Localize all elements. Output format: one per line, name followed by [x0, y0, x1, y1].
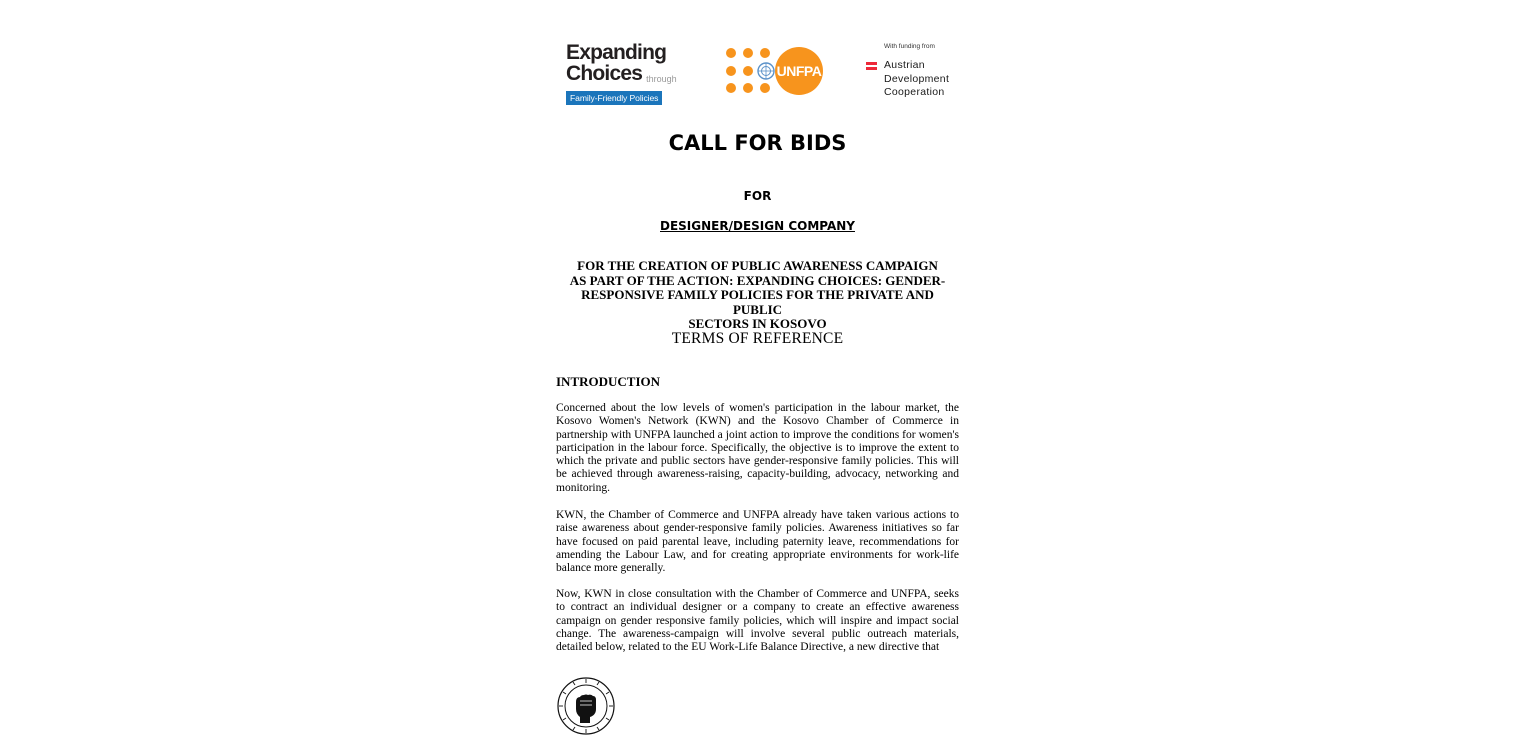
unfpa-logo [724, 45, 824, 97]
expanding-choices-logo-band: Family-Friendly Policies [566, 91, 662, 105]
document-page [556, 0, 959, 750]
heading-creation-line: FOR THE CREATION OF PUBLIC AWARENESS CAMPAIGN [577, 258, 938, 273]
document-title: CALL FOR BIDS [668, 131, 847, 155]
expanding-choices-logo-line2: Choices [566, 62, 643, 85]
terms-of-reference-heading: TERMS OF REFERENCE [671, 330, 844, 347]
unfpa-logo-graphic [724, 45, 824, 97]
heading-creation-line: AS PART OF THE ACTION: EXPANDING CHOICES: GENDER- [569, 272, 946, 288]
body-paragraph: Concerned about the low levels of women's participation in the labour market, the Kosovo Women's Network (KWN) and the Kosovo Chamber of Commerce in partnership with UNFPA launched a joint action to improve the conditions for women's participation in the labour force. Specifically, the objective is to improve the extent to which the private and public sectors have gender-responsive family policies. This will be achieved through awareness-raising, capacity-building, advocacy, networking and monitoring. [556, 402, 959, 494]
kwn-fist-seal-icon [556, 676, 616, 736]
ada-line3: Cooperation [884, 86, 945, 98]
ada-line2: Development [884, 72, 950, 85]
logo-strip [556, 40, 959, 102]
austrian-development-cooperation-logo [866, 43, 961, 101]
expanding-choices-logo-through: through [646, 74, 677, 84]
body-paragraph: Now, KWN in close consultation with the Chamber of Commerce and UNFPA, seeks to contract an individual designer or a company to create an effective awareness campaign on gender responsive family policies, which will inspire and impact social change. The awareness-campaign will involve several public outreach materials, detailed below, related to the EU Work-Life Balance Directive, a new directive that [556, 588, 959, 654]
heading-creation [556, 259, 959, 332]
body-paragraph: KWN, the Chamber of Commerce and UNFPA already have taken various actions to raise awareness about gender-responsive family policies. Awareness initiatives so far have focused on paid parental leave, including paternity leave, recommendations for amending the Labour Law, and for creating appropriate environments for work-life balance more generally. [556, 509, 959, 575]
heading-creation-line: SECTORS IN KOSOVO [688, 316, 827, 331]
heading-creation-line: RESPONSIVE FAMILY POLICIES FOR THE PRIVATE AND PUBLIC [581, 287, 934, 317]
expanding-choices-logo [566, 41, 678, 103]
section-heading-introduction: INTRODUCTION [556, 374, 661, 389]
ada-line1: Austrian [884, 59, 925, 71]
funding-note: With funding from [884, 43, 935, 50]
heading-designer: DESIGNER/DESIGN COMPANY [660, 219, 855, 233]
austria-flag-icon [866, 62, 877, 70]
expanding-choices-logo-line1: Expanding [566, 41, 667, 64]
unfpa-logo-text: UNFPA [776, 63, 822, 79]
heading-for: FOR [743, 189, 772, 203]
